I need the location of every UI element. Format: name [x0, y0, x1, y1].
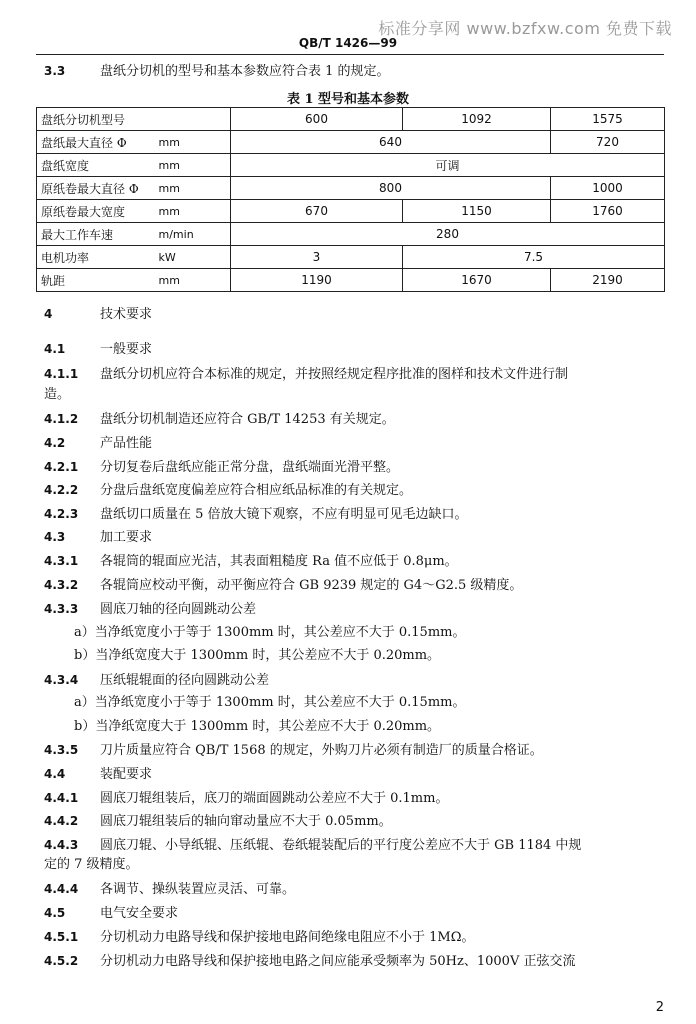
clause-line: [44, 305, 152, 324]
param-unit: mm: [155, 200, 231, 223]
param-value: 1670: [403, 269, 551, 292]
param-value: 可调: [231, 154, 665, 177]
clause-number: 4.4: [44, 767, 66, 781]
param-value: 640: [231, 131, 551, 154]
site-watermark: 标准分享网 www.bzfxw.com 免费下载: [378, 19, 672, 38]
table-row: [37, 131, 665, 154]
clause-text: a）当净纸宽度小于等于 1300mm 时，其公差应不大于 0.15mm。: [74, 695, 466, 710]
clause-text: 压纸辊辊面的径向圆跳动公差: [100, 673, 270, 688]
clause-number: 4.4.4: [44, 882, 79, 896]
clause-line: [44, 410, 395, 429]
header-rule: [36, 54, 664, 55]
param-name: 最大工作车速: [37, 223, 155, 246]
clause-number: 4.3.5: [44, 743, 79, 757]
clause-line: [44, 505, 468, 524]
param-name: 盘纸宽度: [37, 154, 155, 177]
param-value: 600: [231, 108, 403, 131]
clause-line: [44, 880, 295, 899]
table-row: [37, 154, 665, 177]
clause-number: 4.2.3: [44, 507, 79, 521]
clause-line: [44, 576, 522, 595]
clause-text: 盘纸切口质量在 5 倍放大镜下观察，不应有明显可见毛边缺口。: [100, 507, 468, 522]
clause-line: [44, 836, 581, 855]
param-value: 1150: [403, 200, 551, 223]
clause-number: 4.3.3: [44, 602, 79, 616]
clause-line: [44, 386, 70, 404]
param-value: 1760: [551, 200, 665, 223]
parameters-table: [36, 107, 665, 292]
clause-text: 各辊筒应校动平衡，动平衡应符合 GB 9239 规定的 G4～G2.5 级精度。: [100, 578, 523, 593]
clause-text: 分切机动力电路导线和保护接地电路间绝缘电阻应不小于 1MΩ。: [100, 930, 475, 945]
clause-number: 4.5: [44, 906, 66, 920]
param-value: 670: [231, 200, 403, 223]
clause-text: 圆底刀辊组装后，底刀的端面圆跳动公差应不大于 0.1mm。: [100, 791, 449, 806]
param-value: 2190: [551, 269, 665, 292]
param-value: 280: [231, 223, 665, 246]
param-value: 1190: [231, 269, 403, 292]
clause-number: 4.1.2: [44, 412, 79, 426]
clause-line: [44, 671, 269, 690]
clause-line: [44, 340, 152, 359]
param-unit: [155, 108, 231, 131]
clause-number: 4.4.3: [44, 838, 79, 852]
table-row: [37, 177, 665, 200]
param-unit: mm: [155, 131, 231, 154]
clause-number: 3.3: [44, 64, 66, 78]
clause-text: 盘纸分切机的型号和基本参数应符合表 1 的规定。: [100, 64, 390, 79]
clause-text: 装配要求: [100, 767, 153, 782]
clause-number: 4.5.1: [44, 930, 79, 944]
table-title: 表 1 型号和基本参数: [286, 92, 410, 107]
clause-3-3: [44, 62, 390, 81]
clause-text: 圆底刀辊组装后的轴向窜动量应不大于 0.05mm。: [100, 814, 392, 829]
clause-line: [44, 952, 575, 971]
clause-line: [44, 856, 139, 874]
table-row: [37, 223, 665, 246]
clause-line: [44, 481, 412, 500]
clause-text: 分切复卷后盘纸应能正常分盘，盘纸端面光滑平整。: [100, 460, 400, 475]
clause-number: 4.2: [44, 436, 66, 450]
clause-number: 4.5.2: [44, 954, 79, 968]
clause-text: 圆底刀辊、小导纸辊、压纸辊、卷纸辊装配后的平行度公差应不大于 GB 1184 中规: [100, 838, 582, 853]
param-name: 盘纸最大直径 Φ: [37, 131, 155, 154]
clause-number: 4.2.2: [44, 483, 79, 497]
clause-text: 盘纸分切机应符合本标准的规定，并按照经规定程序批准的图样和技术文件进行制: [100, 367, 569, 382]
param-value: 1000: [551, 177, 665, 200]
clause-line: [44, 434, 152, 453]
clause-text: 各调节、操纵装置应灵活、可靠。: [100, 882, 296, 897]
clause-text: 一般要求: [100, 342, 153, 357]
clause-text: 刀片质量应符合 QB/T 1568 的规定，外购刀片必须有制造厂的质量合格证。: [100, 743, 543, 758]
clause-text: 各辊筒的辊面应光洁，其表面粗糙度 Ra 值不应低于 0.8μm。: [100, 554, 458, 569]
clause-subitem: [74, 718, 440, 736]
param-unit: kW: [155, 246, 231, 269]
param-value: 720: [551, 131, 665, 154]
table-row: [37, 246, 665, 269]
clause-number: 4: [44, 307, 53, 321]
param-name: 原纸卷最大直径 Φ: [37, 177, 155, 200]
param-value: 1092: [403, 108, 551, 131]
standard-code-header: QB/T 1426—99: [298, 36, 398, 50]
clause-line: [44, 458, 399, 477]
clause-text: b）当净纸宽度大于 1300mm 时，其公差应不大于 0.20mm。: [74, 648, 441, 663]
param-name: 盘纸分切机型号: [37, 108, 155, 131]
clause-text: 分盘后盘纸宽度偏差应符合相应纸品标准的有关规定。: [100, 483, 413, 498]
param-name: 原纸卷最大宽度: [37, 200, 155, 223]
param-unit: mm: [155, 269, 231, 292]
clause-text: 加工要求: [100, 530, 153, 545]
param-unit: mm: [155, 154, 231, 177]
clause-subitem: [74, 647, 440, 665]
clause-text: 分切机动力电路导线和保护接地电路之间应能承受频率为 50Hz、1000V 正弦交流: [100, 954, 576, 969]
clause-text: a）当净纸宽度小于等于 1300mm 时，其公差应不大于 0.15mm。: [74, 625, 466, 640]
param-name: 电机功率: [37, 246, 155, 269]
clause-text: 产品性能: [100, 436, 153, 451]
param-value: 3: [231, 246, 403, 269]
param-name: 轨距: [37, 269, 155, 292]
clause-line: [44, 552, 458, 571]
clause-subitem: [74, 694, 466, 712]
clause-line: [44, 765, 152, 784]
clause-number: 4.1: [44, 342, 66, 356]
clause-line: [44, 600, 256, 619]
clause-number: 4.3.2: [44, 578, 79, 592]
clause-text: b）当净纸宽度大于 1300mm 时，其公差应不大于 0.20mm。: [74, 719, 441, 734]
clause-line: [44, 789, 448, 808]
clause-number: 4.3: [44, 530, 66, 544]
clause-line: [44, 528, 152, 547]
param-value: 800: [231, 177, 551, 200]
clause-number: 4.4.1: [44, 791, 79, 805]
clause-text: 盘纸分切机制造还应符合 GB/T 14253 有关规定。: [100, 412, 395, 427]
clause-number: 4.1.1: [44, 367, 79, 381]
clause-subitem: [74, 624, 466, 642]
clause-text: 定的 7 级精度。: [44, 857, 139, 872]
clause-text: 电气安全要求: [100, 906, 179, 921]
table-row: [37, 200, 665, 223]
clause-text: 圆底刀轴的径向圆跳动公差: [100, 602, 257, 617]
page-number: 2: [655, 1000, 664, 1015]
param-unit: m/min: [155, 223, 231, 246]
clause-text: 技术要求: [100, 307, 153, 322]
param-unit: mm: [155, 177, 231, 200]
clause-number: 4.2.1: [44, 460, 79, 474]
clause-line: [44, 741, 543, 760]
clause-number: 4.3.4: [44, 673, 79, 687]
clause-line: [44, 812, 392, 831]
clause-line: [44, 928, 475, 947]
table-row: [37, 108, 665, 131]
clause-text: 造。: [44, 387, 71, 402]
param-value: 1575: [551, 108, 665, 131]
clause-line: [44, 365, 568, 384]
clause-number: 4.3.1: [44, 554, 79, 568]
clause-line: [44, 904, 178, 923]
param-value: 7.5: [403, 246, 665, 269]
clause-number: 4.4.2: [44, 814, 79, 828]
table-row: [37, 269, 665, 292]
